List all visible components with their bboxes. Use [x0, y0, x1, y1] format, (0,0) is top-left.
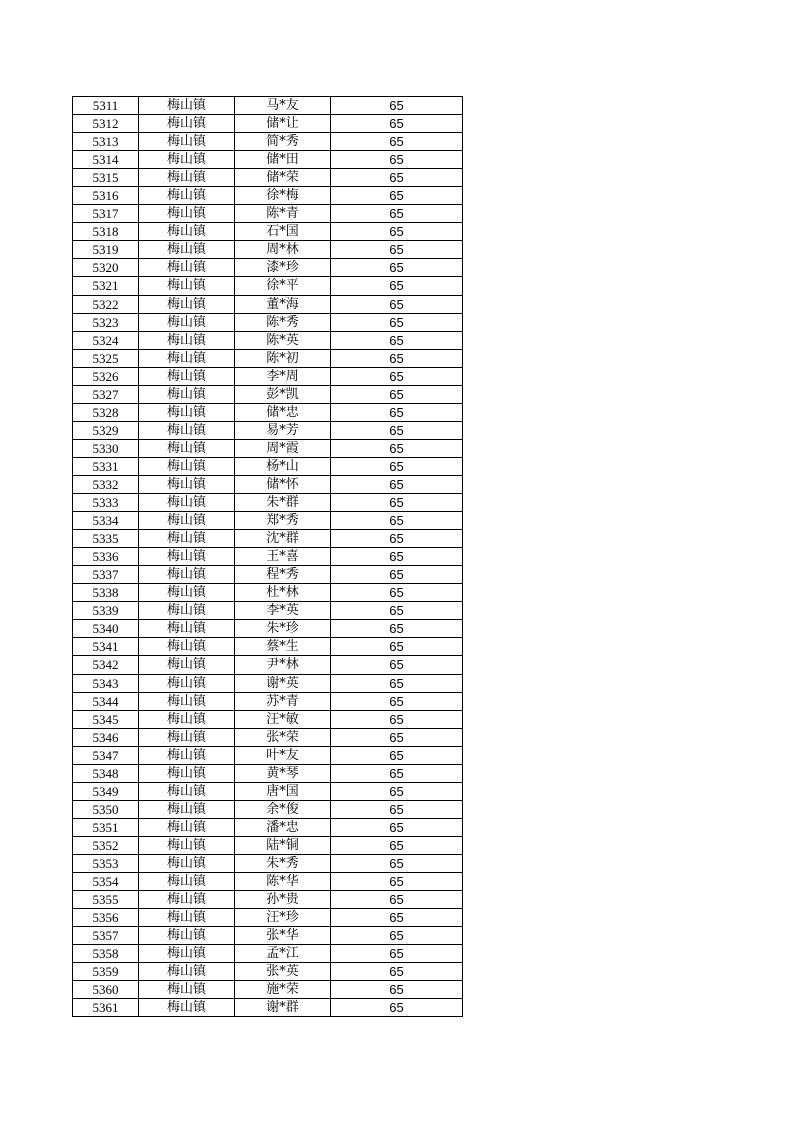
town-cell: 梅山镇: [139, 999, 235, 1017]
score-cell: 65: [331, 800, 463, 818]
row-number-cell: 5342: [73, 656, 139, 674]
score-cell: 65: [331, 764, 463, 782]
table-row: [73, 133, 463, 151]
town-cell: 梅山镇: [139, 548, 235, 566]
table-row: [73, 169, 463, 187]
row-number-cell: 5312: [73, 115, 139, 133]
score-cell: 65: [331, 927, 463, 945]
table-row: [73, 187, 463, 205]
town-cell: 梅山镇: [139, 349, 235, 367]
name-cell: 李*英: [235, 602, 331, 620]
row-number-cell: 5328: [73, 403, 139, 421]
name-cell: 陈*华: [235, 873, 331, 891]
name-cell: 潘*忠: [235, 818, 331, 836]
name-cell: 汪*珍: [235, 909, 331, 927]
score-cell: 65: [331, 97, 463, 115]
name-cell: 沈*群: [235, 530, 331, 548]
town-cell: 梅山镇: [139, 277, 235, 295]
town-cell: 梅山镇: [139, 927, 235, 945]
name-cell: 董*海: [235, 295, 331, 313]
score-cell: 65: [331, 241, 463, 259]
score-cell: 65: [331, 746, 463, 764]
table-row: [73, 367, 463, 385]
score-cell: 65: [331, 205, 463, 223]
name-cell: 陈*英: [235, 331, 331, 349]
score-cell: 65: [331, 674, 463, 692]
row-number-cell: 5347: [73, 746, 139, 764]
score-cell: 65: [331, 151, 463, 169]
name-cell: 叶*友: [235, 746, 331, 764]
table-row: [73, 909, 463, 927]
score-cell: 65: [331, 782, 463, 800]
row-number-cell: 5354: [73, 873, 139, 891]
name-cell: 苏*青: [235, 692, 331, 710]
score-cell: 65: [331, 367, 463, 385]
table-row: [73, 620, 463, 638]
town-cell: 梅山镇: [139, 187, 235, 205]
name-cell: 孟*江: [235, 945, 331, 963]
table-row: [73, 512, 463, 530]
table-row: [73, 638, 463, 656]
name-cell: 易*芳: [235, 421, 331, 439]
town-cell: 梅山镇: [139, 891, 235, 909]
score-cell: 65: [331, 277, 463, 295]
row-number-cell: 5313: [73, 133, 139, 151]
town-cell: 梅山镇: [139, 909, 235, 927]
row-number-cell: 5327: [73, 385, 139, 403]
score-cell: 65: [331, 818, 463, 836]
row-number-cell: 5338: [73, 584, 139, 602]
table-row: [73, 349, 463, 367]
town-cell: 梅山镇: [139, 421, 235, 439]
town-cell: 梅山镇: [139, 584, 235, 602]
name-cell: 储*田: [235, 151, 331, 169]
row-number-cell: 5332: [73, 475, 139, 493]
table-row: [73, 97, 463, 115]
town-cell: 梅山镇: [139, 151, 235, 169]
table-row: [73, 457, 463, 475]
table-row: [73, 548, 463, 566]
table-row: [73, 728, 463, 746]
name-cell: 陆*铜: [235, 836, 331, 854]
score-cell: 65: [331, 421, 463, 439]
table-row: [73, 530, 463, 548]
row-number-cell: 5315: [73, 169, 139, 187]
row-number-cell: 5325: [73, 349, 139, 367]
data-table: [72, 96, 463, 1017]
score-cell: 65: [331, 836, 463, 854]
score-cell: 65: [331, 999, 463, 1017]
table-row: [73, 241, 463, 259]
town-cell: 梅山镇: [139, 981, 235, 999]
town-cell: 梅山镇: [139, 602, 235, 620]
score-cell: 65: [331, 602, 463, 620]
row-number-cell: 5355: [73, 891, 139, 909]
row-number-cell: 5331: [73, 457, 139, 475]
score-cell: 65: [331, 187, 463, 205]
row-number-cell: 5356: [73, 909, 139, 927]
score-cell: 65: [331, 133, 463, 151]
name-cell: 储*荣: [235, 169, 331, 187]
town-cell: 梅山镇: [139, 313, 235, 331]
row-number-cell: 5353: [73, 854, 139, 872]
table-row: [73, 385, 463, 403]
score-cell: 65: [331, 385, 463, 403]
table-row: [73, 602, 463, 620]
name-cell: 朱*群: [235, 494, 331, 512]
table-row: [73, 800, 463, 818]
town-cell: 梅山镇: [139, 656, 235, 674]
row-number-cell: 5340: [73, 620, 139, 638]
name-cell: 彭*凯: [235, 385, 331, 403]
table-row: [73, 566, 463, 584]
town-cell: 梅山镇: [139, 205, 235, 223]
score-cell: 65: [331, 710, 463, 728]
row-number-cell: 5357: [73, 927, 139, 945]
name-cell: 杨*山: [235, 457, 331, 475]
town-cell: 梅山镇: [139, 241, 235, 259]
row-number-cell: 5329: [73, 421, 139, 439]
name-cell: 漆*珍: [235, 259, 331, 277]
town-cell: 梅山镇: [139, 945, 235, 963]
score-cell: 65: [331, 457, 463, 475]
score-cell: 65: [331, 638, 463, 656]
row-number-cell: 5346: [73, 728, 139, 746]
table-row: [73, 873, 463, 891]
town-cell: 梅山镇: [139, 259, 235, 277]
town-cell: 梅山镇: [139, 530, 235, 548]
row-number-cell: 5359: [73, 963, 139, 981]
score-cell: 65: [331, 494, 463, 512]
town-cell: 梅山镇: [139, 115, 235, 133]
town-cell: 梅山镇: [139, 836, 235, 854]
table-row: [73, 674, 463, 692]
town-cell: 梅山镇: [139, 818, 235, 836]
name-cell: 程*秀: [235, 566, 331, 584]
town-cell: 梅山镇: [139, 97, 235, 115]
town-cell: 梅山镇: [139, 638, 235, 656]
row-number-cell: 5330: [73, 439, 139, 457]
score-cell: 65: [331, 620, 463, 638]
name-cell: 储*忠: [235, 403, 331, 421]
score-cell: 65: [331, 692, 463, 710]
town-cell: 梅山镇: [139, 963, 235, 981]
name-cell: 张*华: [235, 927, 331, 945]
row-number-cell: 5349: [73, 782, 139, 800]
row-number-cell: 5316: [73, 187, 139, 205]
score-cell: 65: [331, 909, 463, 927]
table-row: [73, 439, 463, 457]
name-cell: 谢*英: [235, 674, 331, 692]
table-row: [73, 999, 463, 1017]
name-cell: 朱*珍: [235, 620, 331, 638]
town-cell: 梅山镇: [139, 873, 235, 891]
name-cell: 施*荣: [235, 981, 331, 999]
name-cell: 陈*青: [235, 205, 331, 223]
score-cell: 65: [331, 584, 463, 602]
name-cell: 余*俊: [235, 800, 331, 818]
name-cell: 尹*林: [235, 656, 331, 674]
table-row: [73, 205, 463, 223]
name-cell: 马*友: [235, 97, 331, 115]
score-cell: 65: [331, 313, 463, 331]
table-row: [73, 818, 463, 836]
town-cell: 梅山镇: [139, 800, 235, 818]
town-cell: 梅山镇: [139, 475, 235, 493]
row-number-cell: 5341: [73, 638, 139, 656]
row-number-cell: 5361: [73, 999, 139, 1017]
row-number-cell: 5343: [73, 674, 139, 692]
name-cell: 黄*琴: [235, 764, 331, 782]
score-cell: 65: [331, 331, 463, 349]
table-row: [73, 782, 463, 800]
name-cell: 张*英: [235, 963, 331, 981]
table-row: [73, 115, 463, 133]
table-row: [73, 259, 463, 277]
town-cell: 梅山镇: [139, 692, 235, 710]
score-cell: 65: [331, 349, 463, 367]
row-number-cell: 5339: [73, 602, 139, 620]
table-row: [73, 854, 463, 872]
town-cell: 梅山镇: [139, 566, 235, 584]
score-cell: 65: [331, 530, 463, 548]
name-cell: 简*秀: [235, 133, 331, 151]
table-row: [73, 277, 463, 295]
table-body: [73, 97, 463, 1017]
row-number-cell: 5319: [73, 241, 139, 259]
name-cell: 杜*林: [235, 584, 331, 602]
town-cell: 梅山镇: [139, 169, 235, 187]
name-cell: 徐*梅: [235, 187, 331, 205]
table-row: [73, 403, 463, 421]
row-number-cell: 5335: [73, 530, 139, 548]
row-number-cell: 5350: [73, 800, 139, 818]
row-number-cell: 5360: [73, 981, 139, 999]
row-number-cell: 5311: [73, 97, 139, 115]
score-cell: 65: [331, 223, 463, 241]
row-number-cell: 5323: [73, 313, 139, 331]
score-cell: 65: [331, 439, 463, 457]
row-number-cell: 5320: [73, 259, 139, 277]
score-cell: 65: [331, 548, 463, 566]
score-cell: 65: [331, 656, 463, 674]
row-number-cell: 5337: [73, 566, 139, 584]
name-cell: 王*喜: [235, 548, 331, 566]
town-cell: 梅山镇: [139, 457, 235, 475]
table-row: [73, 313, 463, 331]
row-number-cell: 5322: [73, 295, 139, 313]
town-cell: 梅山镇: [139, 728, 235, 746]
table-row: [73, 710, 463, 728]
town-cell: 梅山镇: [139, 331, 235, 349]
name-cell: 张*荣: [235, 728, 331, 746]
row-number-cell: 5351: [73, 818, 139, 836]
town-cell: 梅山镇: [139, 439, 235, 457]
name-cell: 石*国: [235, 223, 331, 241]
row-number-cell: 5345: [73, 710, 139, 728]
row-number-cell: 5333: [73, 494, 139, 512]
score-cell: 65: [331, 981, 463, 999]
town-cell: 梅山镇: [139, 746, 235, 764]
score-cell: 65: [331, 169, 463, 187]
table-row: [73, 836, 463, 854]
table-row: [73, 692, 463, 710]
name-cell: 郑*秀: [235, 512, 331, 530]
town-cell: 梅山镇: [139, 494, 235, 512]
table-row: [73, 981, 463, 999]
row-number-cell: 5318: [73, 223, 139, 241]
name-cell: 周*霞: [235, 439, 331, 457]
name-cell: 蔡*生: [235, 638, 331, 656]
town-cell: 梅山镇: [139, 764, 235, 782]
row-number-cell: 5334: [73, 512, 139, 530]
town-cell: 梅山镇: [139, 782, 235, 800]
score-cell: 65: [331, 259, 463, 277]
table-row: [73, 963, 463, 981]
table-row: [73, 475, 463, 493]
score-cell: 65: [331, 475, 463, 493]
name-cell: 朱*秀: [235, 854, 331, 872]
name-cell: 储*怀: [235, 475, 331, 493]
town-cell: 梅山镇: [139, 295, 235, 313]
row-number-cell: 5348: [73, 764, 139, 782]
score-cell: 65: [331, 854, 463, 872]
row-number-cell: 5336: [73, 548, 139, 566]
score-cell: 65: [331, 891, 463, 909]
name-cell: 陈*秀: [235, 313, 331, 331]
table-row: [73, 945, 463, 963]
town-cell: 梅山镇: [139, 674, 235, 692]
table-row: [73, 927, 463, 945]
name-cell: 谢*群: [235, 999, 331, 1017]
row-number-cell: 5352: [73, 836, 139, 854]
name-cell: 李*周: [235, 367, 331, 385]
table-row: [73, 223, 463, 241]
score-cell: 65: [331, 873, 463, 891]
name-cell: 孙*贵: [235, 891, 331, 909]
table-row: [73, 494, 463, 512]
row-number-cell: 5321: [73, 277, 139, 295]
score-cell: 65: [331, 512, 463, 530]
row-number-cell: 5314: [73, 151, 139, 169]
table-row: [73, 421, 463, 439]
row-number-cell: 5358: [73, 945, 139, 963]
score-cell: 65: [331, 728, 463, 746]
row-number-cell: 5317: [73, 205, 139, 223]
town-cell: 梅山镇: [139, 385, 235, 403]
town-cell: 梅山镇: [139, 367, 235, 385]
name-cell: 汪*敏: [235, 710, 331, 728]
score-cell: 65: [331, 963, 463, 981]
table-row: [73, 584, 463, 602]
score-cell: 65: [331, 403, 463, 421]
town-cell: 梅山镇: [139, 620, 235, 638]
score-cell: 65: [331, 566, 463, 584]
table-row: [73, 331, 463, 349]
score-cell: 65: [331, 945, 463, 963]
table-row: [73, 656, 463, 674]
town-cell: 梅山镇: [139, 854, 235, 872]
name-cell: 徐*平: [235, 277, 331, 295]
name-cell: 周*林: [235, 241, 331, 259]
table-row: [73, 746, 463, 764]
name-cell: 唐*国: [235, 782, 331, 800]
town-cell: 梅山镇: [139, 512, 235, 530]
table-row: [73, 891, 463, 909]
town-cell: 梅山镇: [139, 133, 235, 151]
table-row: [73, 764, 463, 782]
table-row: [73, 151, 463, 169]
score-cell: 65: [331, 295, 463, 313]
row-number-cell: 5344: [73, 692, 139, 710]
name-cell: 储*让: [235, 115, 331, 133]
row-number-cell: 5324: [73, 331, 139, 349]
town-cell: 梅山镇: [139, 223, 235, 241]
name-cell: 陈*初: [235, 349, 331, 367]
score-cell: 65: [331, 115, 463, 133]
table-row: [73, 295, 463, 313]
town-cell: 梅山镇: [139, 403, 235, 421]
row-number-cell: 5326: [73, 367, 139, 385]
town-cell: 梅山镇: [139, 710, 235, 728]
